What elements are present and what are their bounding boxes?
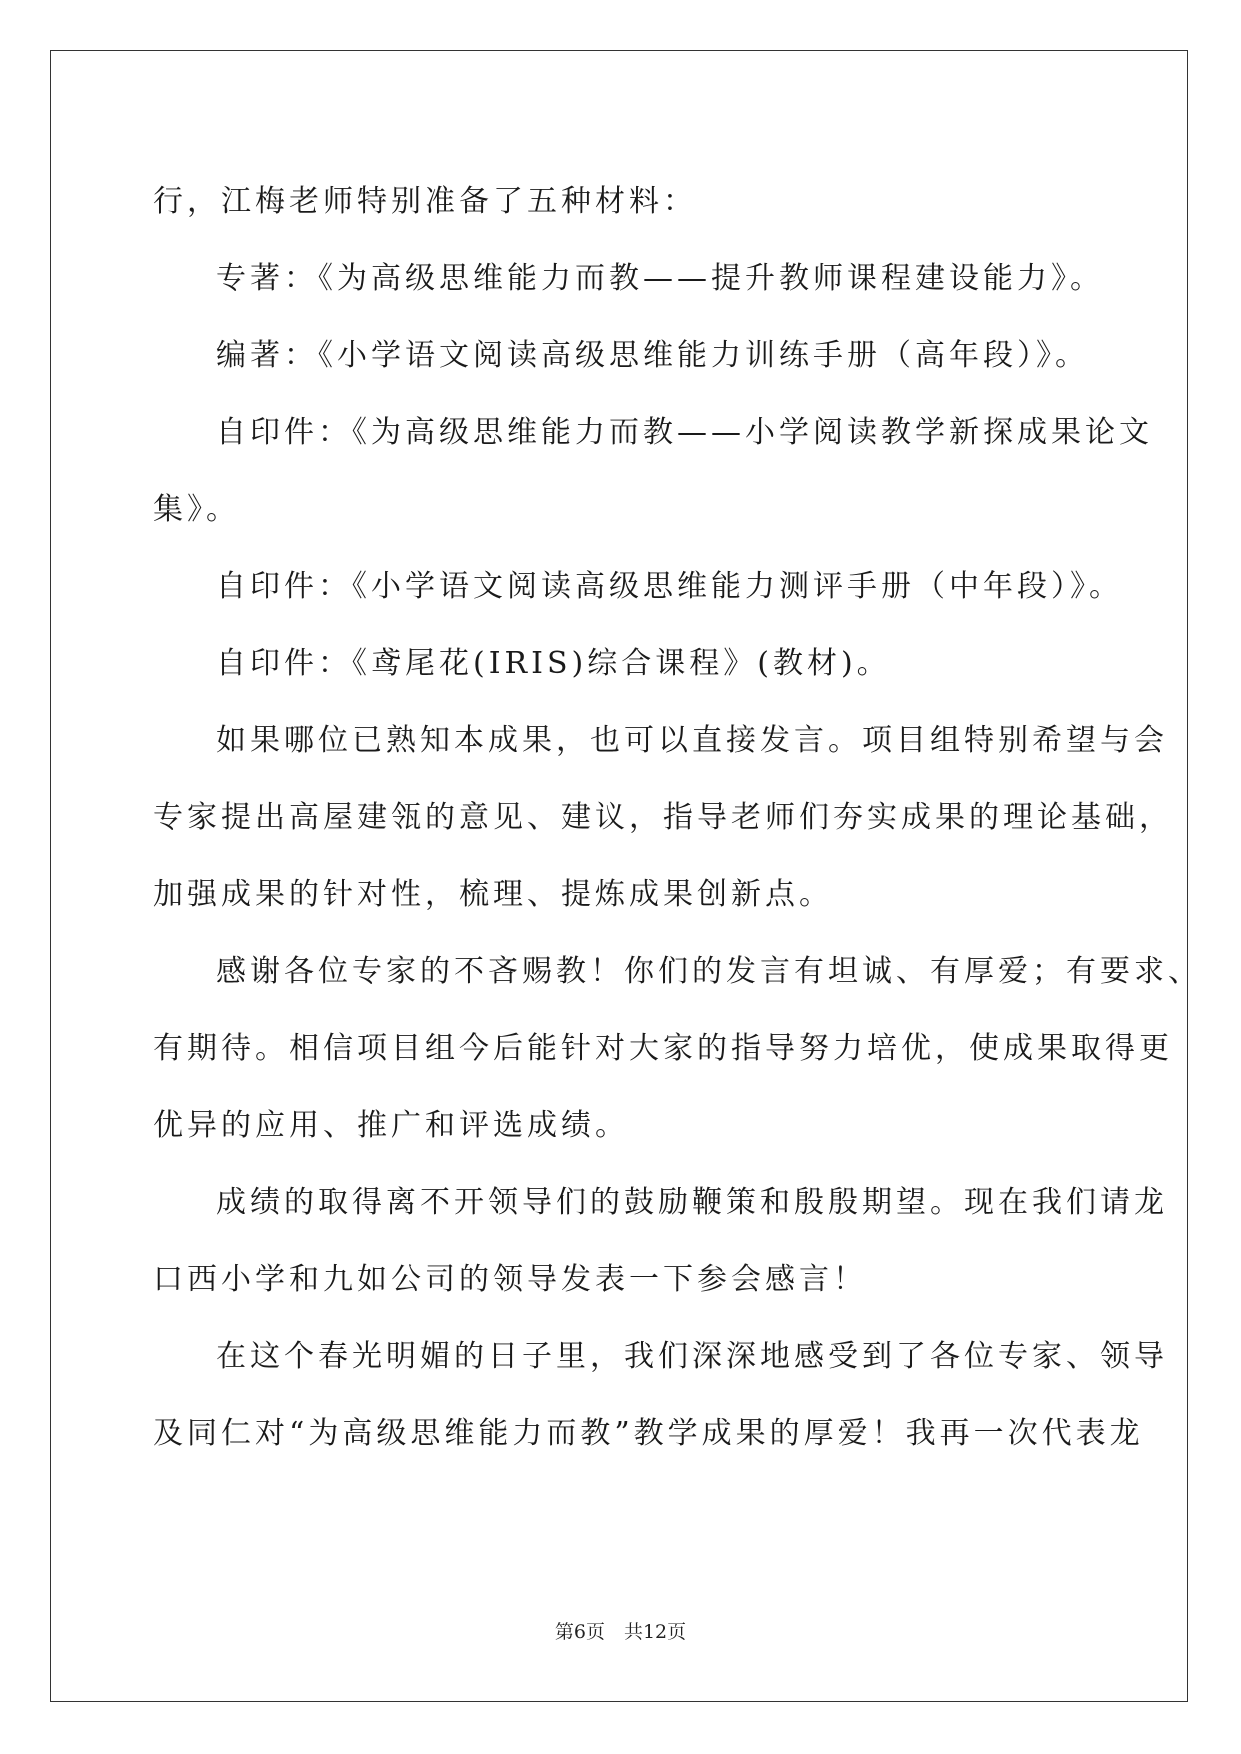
text-line: 专著：《为高级思维能力而教——提升教师课程建设能力》。 xyxy=(216,261,1104,296)
document-body xyxy=(153,163,1202,1472)
page-number-footer: 第6页 共12页 xyxy=(554,1621,687,1643)
text-line: 在这个春光明媚的日子里，我们深深地感受到了各位专家、领导 xyxy=(216,1339,1168,1374)
text-line: 集》。 xyxy=(153,492,240,527)
text-line: 自印件：《鸢尾花(IRIS)综合课程》(教材)。 xyxy=(216,646,891,681)
text-line: 自印件：《为高级思维能力而教——小学阅读教学新探成果论文 xyxy=(216,415,1153,450)
text-line: 有期待。相信项目组今后能针对大家的指导努力培优，使成果取得更 xyxy=(153,1031,1173,1066)
text-line: 行，江梅老师特别准备了五种材料： xyxy=(153,184,697,219)
text-line: 加强成果的针对性，梳理、提炼成果创新点。 xyxy=(153,877,833,912)
text-line: 口西小学和九如公司的领导发表一下参会感言！ xyxy=(153,1262,867,1297)
text-line: 编著：《小学语文阅读高级思维能力训练手册（高年段）》。 xyxy=(216,338,1089,373)
text-line: 及同仁对“为高级思维能力而教”教学成果的厚爱！我再一次代表龙 xyxy=(153,1416,1144,1451)
text-line: 成绩的取得离不开领导们的鼓励鞭策和殷殷期望。现在我们请龙 xyxy=(216,1185,1168,1220)
text-line: 如果哪位已熟知本成果，也可以直接发言。项目组特别希望与会 xyxy=(216,723,1168,758)
text-line: 自印件：《小学语文阅读高级思维能力测评手册（中年段）》。 xyxy=(216,569,1123,604)
text-line: 专家提出高屋建瓴的意见、建议，指导老师们夯实成果的理论基础， xyxy=(153,800,1173,835)
text-line: 优异的应用、推广和评选成绩。 xyxy=(153,1108,629,1143)
text-line: 感谢各位专家的不吝赐教！你们的发言有坦诚、有厚爱；有要求、 xyxy=(216,954,1202,989)
